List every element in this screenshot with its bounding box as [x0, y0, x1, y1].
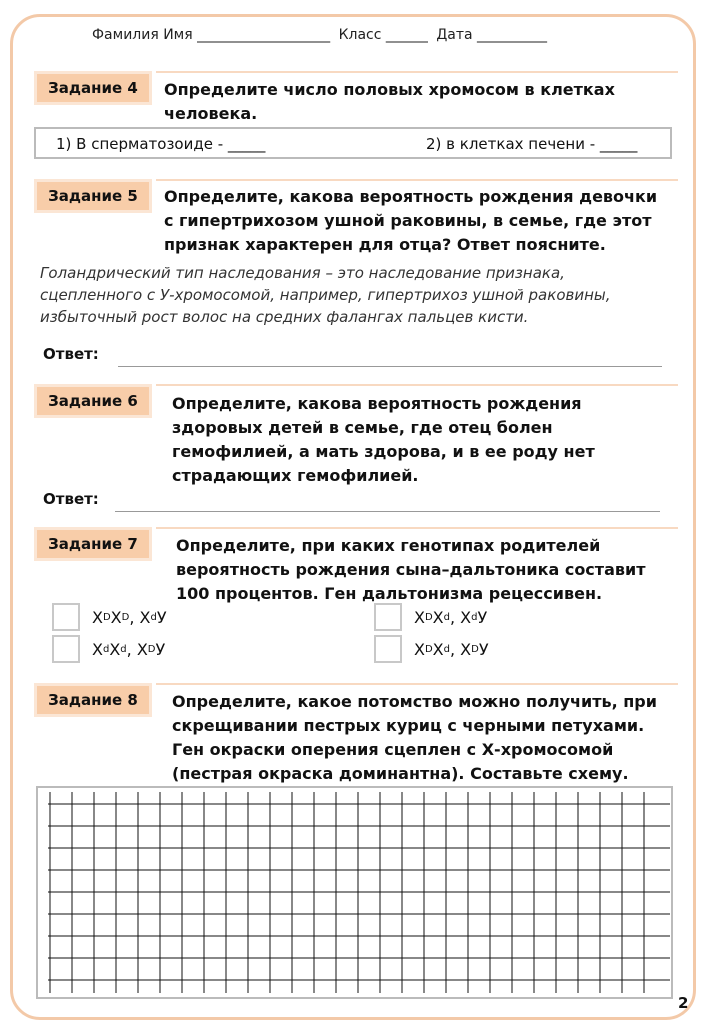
- task4-question: Определите число половых хромосом в клетках человека.: [164, 80, 615, 123]
- grid-lines: [38, 788, 671, 997]
- answer-grid[interactable]: [36, 786, 673, 999]
- task5-rule: [156, 179, 678, 181]
- task8-rule: [156, 683, 678, 685]
- task6-label: Задание 6: [34, 384, 152, 418]
- task4-label: Задание 4: [34, 71, 152, 105]
- task6-rule: [156, 384, 678, 386]
- checkbox[interactable]: [52, 635, 80, 663]
- date-field-label[interactable]: Дата __________: [436, 27, 548, 43]
- task7-option-3[interactable]: X D X d , X d У: [374, 603, 487, 631]
- task5-answer-label: Ответ:: [43, 345, 99, 363]
- task4-answer-liver[interactable]: 2) в клетках печени - _____: [426, 135, 638, 153]
- checkbox[interactable]: [374, 635, 402, 663]
- checkbox[interactable]: [52, 603, 80, 631]
- task7-option-1[interactable]: X D X D , X d У: [52, 603, 167, 631]
- task6-answer-line[interactable]: [115, 511, 660, 512]
- task5-note: Голандрический тип наследования – это наследование признака, сцепленного с У-хромосомой, например, гипертрихоз ушной раковины, избыточный рост волос на средних фалангах пальцев кисти.: [40, 264, 611, 326]
- task4-rule: [156, 71, 678, 73]
- task5-label: Задание 5: [34, 179, 152, 213]
- page-number: 2: [678, 994, 689, 1012]
- name-field-label[interactable]: Фамилия Имя ___________________: [92, 27, 331, 43]
- checkbox[interactable]: [374, 603, 402, 631]
- task8-question: Определите, какое потомство можно получить, при скрещивании пестрых куриц с черными петухами. Ген окраски оперения сцеплен с Х-хромосомой (пестрая окраска доминантна). Составьте схему.: [172, 692, 657, 783]
- task6-question: Определите, какова вероятность рождения здоровых детей в семье, где отец болен гемофилией, а мать здорова, и в ее роду нет страдающих гемофилией.: [172, 394, 595, 485]
- task6-answer-label: Ответ:: [43, 490, 99, 508]
- task7-option-4[interactable]: X D X d , X D У: [374, 635, 489, 663]
- task7-question: Определите, при каких генотипах родителей вероятность рождения сына–дальтоника составит 100 процентов. Ген дальтонизма рецессивен.: [176, 536, 646, 603]
- task7-label: Задание 7: [34, 527, 152, 561]
- worksheet-header: [92, 27, 551, 43]
- task5-question: Определите, какова вероятность рождения девочки с гипертрихозом ушной раковины, в семье, где этот признак характерен для отца? Ответ поясните.: [164, 187, 658, 254]
- task7-option-2[interactable]: X d X d , X D У: [52, 635, 165, 663]
- task7-rule: [156, 527, 678, 529]
- task5-answer-line[interactable]: [118, 366, 662, 367]
- task4-answer-sperm[interactable]: 1) В сперматозоиде - _____: [56, 135, 266, 153]
- task8-label: Задание 8: [34, 683, 152, 717]
- class-field-label[interactable]: Класс ______: [338, 27, 428, 43]
- task4-answer-row: [34, 127, 672, 159]
